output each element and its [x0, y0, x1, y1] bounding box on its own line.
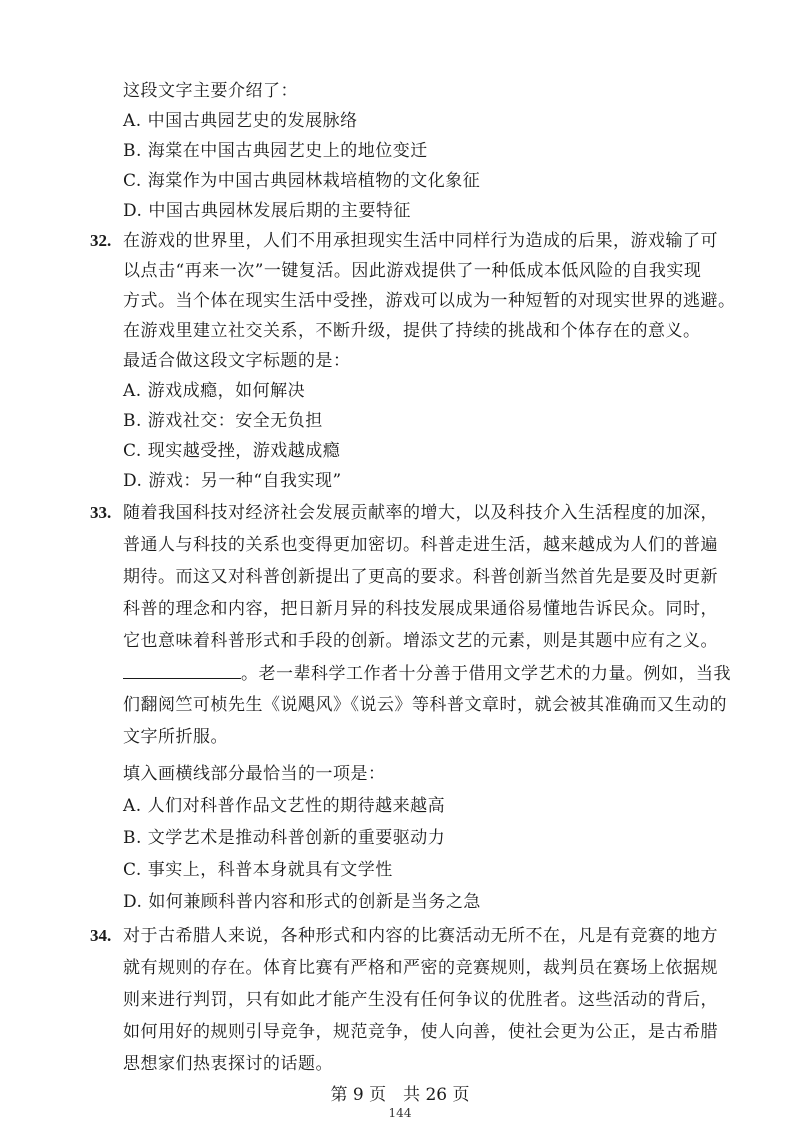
- q32-passage-line: 方式。当个体在现实生活中受挫，游戏可以成为一种短暂的对现实世界的逃避。: [123, 291, 736, 311]
- q32-option-d: D. 游戏：另一种“自我实现”: [123, 471, 342, 491]
- q31-option-c: C. 海棠作为中国古典园林栽培植物的文化象征: [123, 171, 481, 191]
- q32-passage-line: 在游戏里建立社交关系，不断升级，提供了持续的挑战和个体存在的意义。: [123, 321, 701, 341]
- q33-option-d: D. 如何兼顾科普内容和形式的创新是当务之急: [123, 892, 481, 912]
- q34-number: 34.: [90, 926, 112, 945]
- q33-passage-line: 期待。而这又对科普创新提出了更高的要求。科普创新当然首先是要及时更新: [123, 567, 718, 587]
- q32-passage-line: 在游戏的世界里，人们不用承担现实生活中同样行为造成的后果，游戏输了可: [123, 231, 718, 251]
- q32-passage-line: 以点击“再来一次”一键复活。因此游戏提供了一种低成本低风险的自我实现: [123, 261, 702, 281]
- q32-number: 32.: [90, 231, 112, 250]
- q34-passage-line: 则来进行判罚，只有如此才能产生没有任何争议的优胜者。这些活动的背后，: [123, 990, 718, 1010]
- q32-option-b: B. 游戏社交：安全无负担: [123, 411, 323, 431]
- q33-option-a: A. 人们对科普作品文艺性的期待越来越高: [123, 796, 446, 816]
- q33-passage-line: 它也意味着科普形式和手段的创新。增添文艺的元素，则是其题中应有之义。: [123, 631, 718, 651]
- q33-stem: 填入画横线部分最恰当的一项是：: [123, 764, 386, 784]
- q31-option-d: D. 中国古典园林发展后期的主要特征: [123, 201, 411, 221]
- q33-option-b: B. 文学艺术是推动科普创新的重要驱动力: [123, 828, 446, 848]
- q33-passage-line: 科普的理念和内容，把日新月异的科技发展成果通俗易懂地告诉民众。同时，: [123, 599, 718, 619]
- q33-blank-tail: 。老一辈科学工作者十分善于借用文学艺术的力量。例如，当我: [241, 664, 731, 684]
- q31-option-b: B. 海棠在中国古典园艺史上的地位变迁: [123, 141, 428, 161]
- page-number: 144: [388, 1106, 412, 1120]
- q33-option-c: C. 事实上，科普本身就具有文学性: [123, 860, 393, 880]
- q31-option-a: A. 中国古典园艺史的发展脉络: [123, 111, 358, 131]
- q34-passage-line: 就有规则的存在。体育比赛有严格和严密的竞赛规则，裁判员在赛场上依据规: [123, 958, 718, 978]
- q32-option-c: C. 现实越受挫，游戏越成瘾: [123, 441, 341, 461]
- q33-blank-line: [123, 662, 733, 685]
- q34-passage-line: 如何用好的规则引导竞争，规范竞争，使人向善，使社会更为公正，是古希腊: [123, 1022, 718, 1042]
- q33-passage-line: 随着我国科技对经济社会发展贡献率的增大，以及科技介入生活程度的加深，: [123, 503, 718, 523]
- page-label: 第 9 页 共 26 页: [330, 1085, 470, 1105]
- q33-number: 33.: [90, 503, 112, 522]
- q32-stem: 最适合做这段文字标题的是：: [123, 351, 351, 371]
- q34-passage-line: 对于古希腊人来说，各种形式和内容的比赛活动无所不在，凡是有竞赛的地方: [123, 926, 718, 946]
- fill-in-blank: [123, 662, 241, 679]
- q32-option-a: A. 游戏成瘾，如何解决: [123, 381, 306, 401]
- q33-passage-line: 普通人与科技的关系也变得更加密切。科普走进生活，越来越成为人们的普遍: [123, 535, 718, 555]
- q34-passage-line: 思想家们热衷探讨的话题。: [123, 1054, 333, 1074]
- q33-passage-line: 文字所折服。: [123, 727, 228, 747]
- q31-stem: 这段文字主要介绍了：: [123, 81, 298, 101]
- q33-passage-line: 们翻阅竺可桢先生《说飓风》《说云》等科普文章时，就会被其准确而又生动的: [123, 695, 727, 715]
